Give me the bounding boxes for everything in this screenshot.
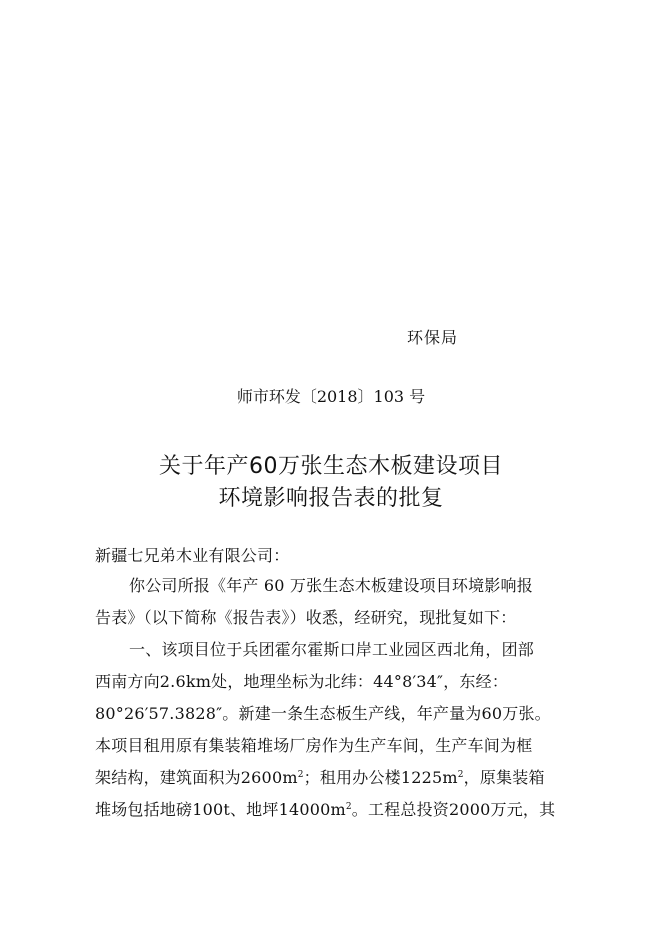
- issuer-label: 环保局: [407, 328, 459, 347]
- paragraph-2-line-5: [95, 765, 567, 788]
- superscript: 2: [345, 802, 352, 812]
- paragraph-2-line-3: 80°26′57.3828″。新建一条生态板生产线，年产量为60万张。: [95, 704, 551, 723]
- paragraph-1-line-2: 告表》（以下简称《报告表》）收悉，经研究，现批复如下：: [95, 608, 517, 627]
- superscript: 2: [297, 770, 304, 780]
- document-title-line-1: 关于年产60万张生态木板建设项目: [159, 454, 503, 479]
- paragraph-1-line-1: 你公司所报《年产 60 万张生态木板建设项目环境影响报: [129, 576, 533, 595]
- addressee: 新疆七兄弟木业有限公司：: [95, 546, 290, 565]
- text-segment: ，原集装箱: [463, 768, 545, 787]
- text-segment: 堆场包括地磅100t、地坪14000m: [95, 800, 346, 819]
- text-segment: 。工程总投资2000万元，其: [351, 800, 556, 819]
- text-segment: ；租用办公楼1225m: [303, 768, 458, 787]
- document-title-line-2: 环境影响报告表的批复: [218, 486, 444, 511]
- text-segment: 架结构，建筑面积为2600m: [95, 768, 298, 787]
- paragraph-2-line-4: 本项目租用原有集装箱堆场厂房作为生产车间，生产车间为框: [95, 736, 533, 755]
- paragraph-2-line-1: 一、该项目位于兵团霍尔霍斯口岸工业园区西北角，团部: [129, 640, 535, 659]
- document-number: 师市环发〔2018〕103 号: [236, 387, 426, 406]
- superscript: 2: [457, 770, 464, 780]
- paragraph-2-line-6: [95, 797, 567, 820]
- paragraph-2-line-2: 西南方向2.6km处，地理坐标为北纬：44°8′34″，东经：: [95, 672, 509, 691]
